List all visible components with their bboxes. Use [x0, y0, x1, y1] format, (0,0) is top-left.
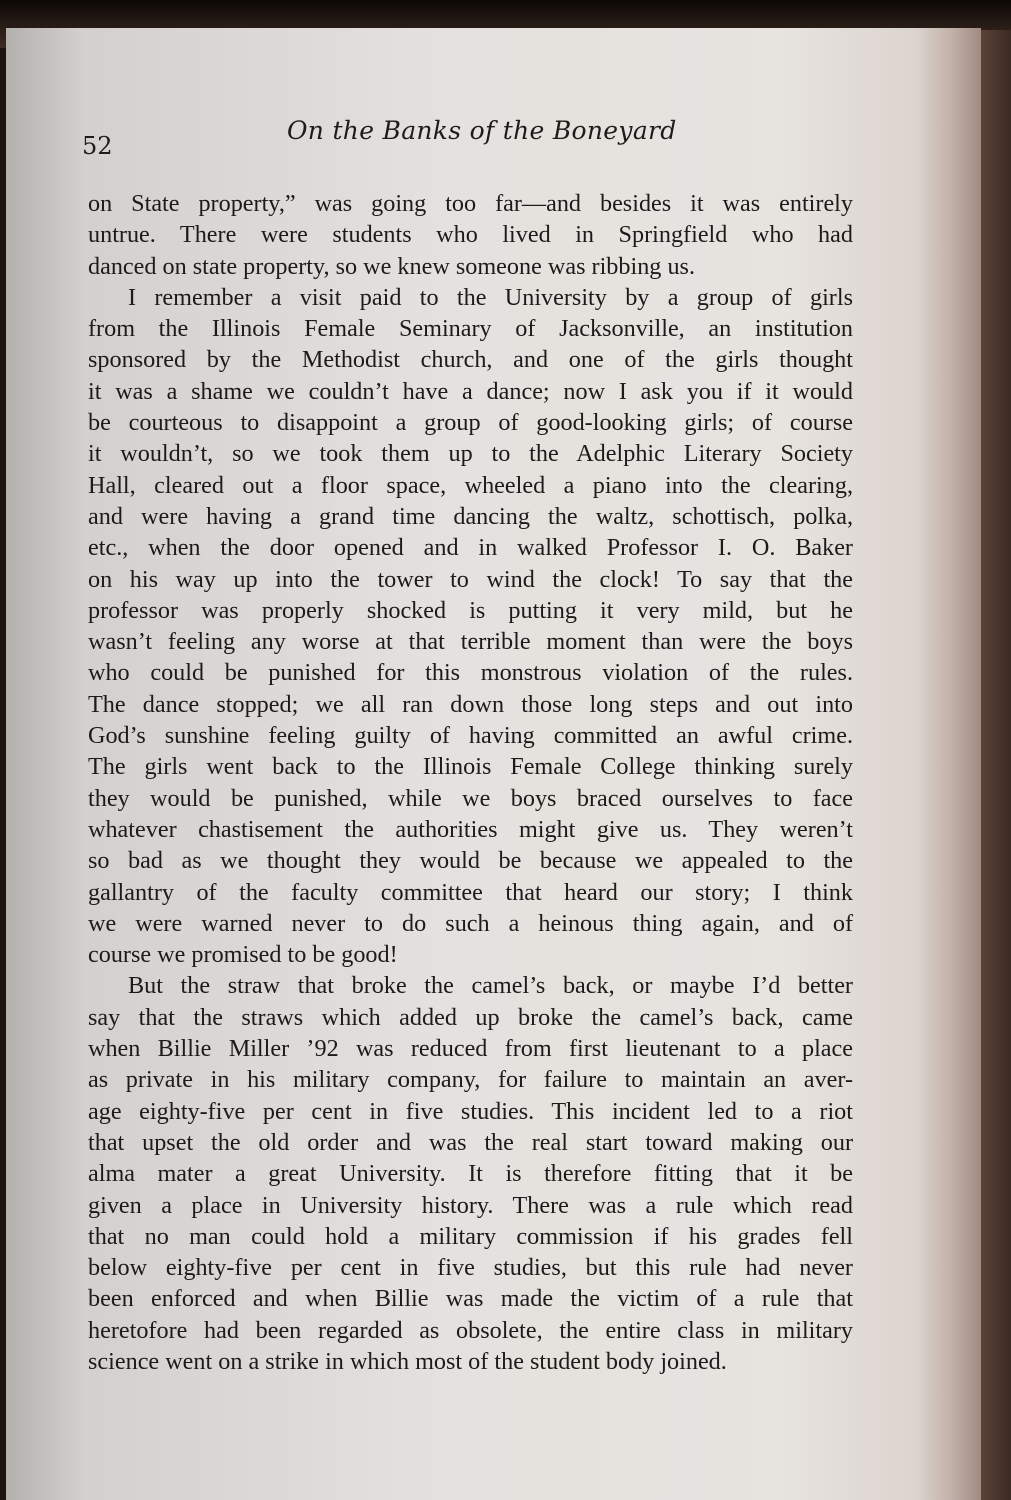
- text-line: that upset the old order and was the real start toward making our: [88, 1128, 853, 1156]
- text-line: so bad as we thought they would be because we appealed to the: [88, 847, 853, 875]
- text-line: whatever chastisement the authorities might give us. They weren’t: [88, 815, 853, 843]
- text-line: etc., when the door opened and in walked Professor I. O. Baker: [88, 534, 853, 562]
- text-line: been enforced and when Billie was made the victim of a rule that: [88, 1285, 853, 1313]
- text-line: The dance stopped; we all ran down those long steps and out into: [88, 690, 853, 718]
- text-line: age eighty-five per cent in five studies. This incident led to a riot: [88, 1097, 853, 1125]
- text-line: be courteous to disappoint a group of good-looking girls; of course: [88, 409, 853, 437]
- text-line: danced on state property, so we knew someone was ribbing us.: [88, 252, 696, 280]
- text-line: untrue. There were students who lived in Springfield who had: [88, 221, 853, 249]
- text-line: Hall, cleared out a floor space, wheeled a piano into the clearing,: [88, 471, 853, 499]
- text-line: it wouldn’t, so we took them up to the Adelphic Literary Society: [88, 440, 853, 468]
- text-line: God’s sunshine feeling guilty of having committed an awful crime.: [88, 722, 853, 750]
- text-line: from the Illinois Female Seminary of Jacksonville, an institution: [88, 315, 853, 343]
- text-line: science went on a strike in which most of the student body joined.: [88, 1347, 727, 1375]
- text-line: we were warned never to do such a heinous thing again, and of: [88, 909, 853, 937]
- text-line: sponsored by the Methodist church, and one of the girls thought: [88, 346, 853, 374]
- text-line: as private in his military company, for failure to maintain an aver-: [88, 1066, 853, 1094]
- text-line: that no man could hold a military commission if his grades fell: [88, 1222, 853, 1250]
- text-line: heretofore had been regarded as obsolete, the entire class in military: [88, 1316, 853, 1344]
- text-line: below eighty-five per cent in five studies, but this rule had never: [88, 1254, 853, 1282]
- text-line: they would be punished, while we boys braced ourselves to face: [88, 784, 853, 812]
- page-number: 52: [82, 132, 113, 160]
- text-line: I remember a visit paid to the University by a group of girls: [128, 283, 853, 311]
- text-line: on State property,” was going too far—and besides it was entirely: [88, 190, 853, 217]
- text-line: when Billie Miller ’92 was reduced from first lieutenant to a place: [88, 1035, 853, 1063]
- page-gutter-shadow: [919, 28, 981, 1500]
- text-line: and were having a grand time dancing the waltz, schottisch, polka,: [88, 502, 853, 530]
- text-line: gallantry of the faculty committee that heard our story; I think: [88, 878, 853, 906]
- text-line: who could be punished for this monstrous violation of the rules.: [88, 659, 853, 687]
- page-header: [82, 108, 852, 158]
- text-line: professor was properly shocked is putting it very mild, but he: [88, 596, 853, 624]
- body-text: [88, 188, 853, 1377]
- running-head: On the Banks of the Boneyard: [287, 116, 677, 145]
- text-line: course we promised to be good!: [88, 941, 398, 969]
- text-line: say that the straws which added up broke the camel’s back, came: [88, 1003, 853, 1031]
- text-line: on his way up into the tower to wind the clock! To say that the: [88, 565, 853, 593]
- text-line: it was a shame we couldn’t have a dance; now I ask you if it would: [88, 377, 853, 405]
- text-line: given a place in University history. There was a rule which read: [88, 1191, 853, 1219]
- text-line: The girls went back to the Illinois Female College thinking surely: [88, 753, 853, 781]
- book-page-edge: [981, 30, 1011, 1500]
- text-line: wasn’t feeling any worse at that terrible moment than were the boys: [88, 628, 853, 656]
- text-line: But the straw that broke the camel’s back, or maybe I’d better: [128, 972, 853, 1000]
- text-line: alma mater a great University. It is therefore fitting that it be: [88, 1160, 853, 1188]
